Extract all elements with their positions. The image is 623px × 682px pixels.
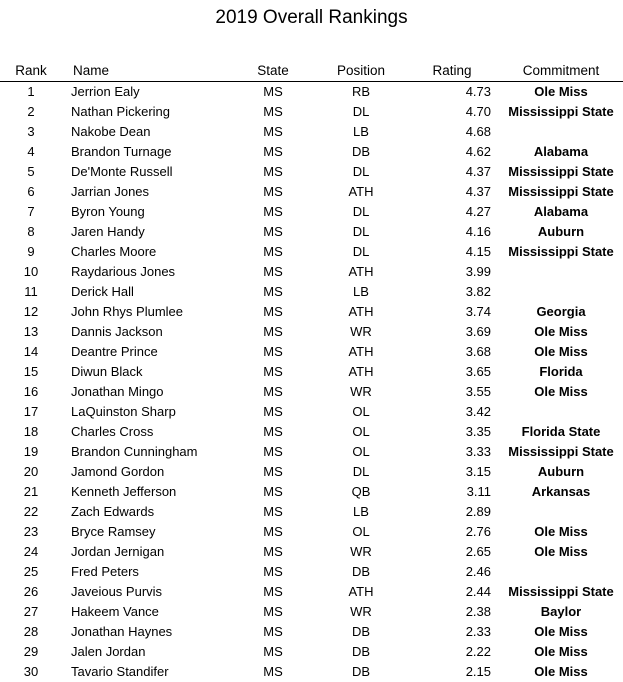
name-cell: Zach Edwards — [71, 504, 155, 519]
position-cell: LB — [353, 284, 369, 299]
commitment-cell: Mississippi State — [508, 104, 614, 119]
rating-cell: 3.69 — [465, 324, 491, 339]
state-cell: MS — [263, 104, 283, 119]
header-state: State — [257, 63, 289, 78]
table-row — [0, 302, 623, 322]
table-row — [0, 182, 623, 202]
position-cell: DL — [352, 464, 370, 479]
table-row — [0, 282, 623, 302]
rating-cell: 4.68 — [465, 124, 491, 139]
rank-cell: 10 — [23, 264, 39, 279]
table-row — [0, 102, 623, 122]
commitment-cell: Ole Miss — [534, 624, 588, 639]
state-cell: MS — [263, 464, 283, 479]
header-position: Position — [336, 63, 386, 78]
rating-cell: 2.89 — [465, 504, 491, 519]
rank-cell: 7 — [27, 204, 35, 219]
state-cell: MS — [263, 204, 283, 219]
table-row — [0, 642, 623, 662]
table-row — [0, 402, 623, 422]
state-cell: MS — [263, 584, 283, 599]
position-cell: LB — [353, 504, 369, 519]
commitment-cell: Ole Miss — [534, 324, 588, 339]
position-cell: RB — [351, 84, 371, 99]
position-cell: ATH — [348, 264, 374, 279]
rank-cell: 18 — [23, 424, 39, 439]
position-cell: DL — [352, 224, 370, 239]
name-cell: Nakobe Dean — [71, 124, 151, 139]
commitment-cell: Ole Miss — [534, 384, 588, 399]
commitment-cell: Georgia — [536, 304, 586, 319]
rating-cell: 4.27 — [465, 204, 491, 219]
header-name: Name — [73, 63, 110, 78]
name-cell: Jaren Handy — [71, 224, 145, 239]
position-cell: LB — [353, 124, 369, 139]
table-row — [0, 342, 623, 362]
rank-cell: 24 — [23, 544, 39, 559]
position-cell: ATH — [348, 184, 374, 199]
name-cell: Jonathan Haynes — [71, 624, 173, 639]
table-row — [0, 242, 623, 262]
rating-cell: 2.76 — [465, 524, 491, 539]
state-cell: MS — [263, 284, 283, 299]
commitment-cell: Mississippi State — [508, 584, 614, 599]
table-row — [0, 442, 623, 462]
table-row — [0, 562, 623, 582]
rating-cell: 2.15 — [465, 664, 491, 679]
position-cell: QB — [351, 484, 371, 499]
position-cell: OL — [352, 424, 370, 439]
commitment-cell: Alabama — [533, 204, 589, 219]
rating-cell: 2.38 — [465, 604, 491, 619]
commitment-cell: Alabama — [533, 144, 589, 159]
position-cell: DB — [351, 624, 371, 639]
table-row — [0, 522, 623, 542]
rank-cell: 6 — [27, 184, 35, 199]
rank-cell: 19 — [23, 444, 39, 459]
state-cell: MS — [263, 544, 283, 559]
position-cell: DL — [352, 244, 370, 259]
table-row — [0, 142, 623, 162]
name-cell: Nathan Pickering — [71, 104, 170, 119]
rank-cell: 15 — [23, 364, 39, 379]
commitment-cell: Ole Miss — [534, 664, 588, 679]
rank-cell: 5 — [27, 164, 35, 179]
commitment-cell: Auburn — [537, 464, 585, 479]
name-cell: De'Monte Russell — [71, 164, 173, 179]
name-cell: Jamond Gordon — [71, 464, 165, 479]
rating-cell: 3.33 — [465, 444, 491, 459]
rank-cell: 13 — [23, 324, 39, 339]
rank-cell: 2 — [27, 104, 35, 119]
commitment-cell: Auburn — [537, 224, 585, 239]
rating-cell: 2.22 — [465, 644, 491, 659]
name-cell: Jarrian Jones — [71, 184, 150, 199]
name-cell: Charles Moore — [71, 244, 157, 259]
rank-cell: 22 — [23, 504, 39, 519]
rating-cell: 3.15 — [465, 464, 491, 479]
state-cell: MS — [263, 324, 283, 339]
state-cell: MS — [263, 424, 283, 439]
name-cell: Diwun Black — [71, 364, 143, 379]
table-row — [0, 542, 623, 562]
state-cell: MS — [263, 304, 283, 319]
position-cell: ATH — [348, 584, 374, 599]
rating-cell: 2.44 — [465, 584, 491, 599]
state-cell: MS — [263, 184, 283, 199]
table-row — [0, 582, 623, 602]
position-cell: ATH — [348, 344, 374, 359]
rank-cell: 17 — [23, 404, 39, 419]
rank-cell: 29 — [23, 644, 39, 659]
rank-cell: 27 — [23, 604, 39, 619]
header-rating: Rating — [432, 63, 472, 78]
position-cell: DB — [351, 564, 371, 579]
position-cell: WR — [350, 604, 372, 619]
name-cell: Hakeem Vance — [71, 604, 159, 619]
rank-cell: 1 — [27, 84, 35, 99]
position-cell: WR — [350, 544, 372, 559]
commitment-cell: Ole Miss — [534, 344, 588, 359]
name-cell: Jerrion Ealy — [71, 84, 140, 99]
position-cell: ATH — [348, 304, 374, 319]
name-cell: Kenneth Jefferson — [71, 484, 177, 499]
rating-cell: 4.62 — [465, 144, 491, 159]
table-row — [0, 602, 623, 622]
position-cell: DB — [351, 144, 371, 159]
rating-cell: 2.65 — [465, 544, 491, 559]
commitment-cell: Ole Miss — [534, 84, 588, 99]
table-row — [0, 202, 623, 222]
name-cell: Fred Peters — [71, 564, 139, 579]
position-cell: OL — [352, 524, 370, 539]
commitment-cell: Mississippi State — [508, 444, 614, 459]
name-cell: Brandon Cunningham — [71, 444, 198, 459]
name-cell: Javeious Purvis — [71, 584, 163, 599]
name-cell: Tavario Standifer — [71, 664, 169, 679]
position-cell: DL — [352, 104, 370, 119]
rating-cell: 2.46 — [465, 564, 491, 579]
table-header — [0, 62, 623, 82]
rank-cell: 30 — [23, 664, 39, 679]
name-cell: Jalen Jordan — [71, 644, 146, 659]
state-cell: MS — [263, 564, 283, 579]
state-cell: MS — [263, 224, 283, 239]
position-cell: ATH — [348, 364, 374, 379]
state-cell: MS — [263, 124, 283, 139]
name-cell: Jonathan Mingo — [71, 384, 164, 399]
position-cell: OL — [352, 404, 370, 419]
table-row — [0, 622, 623, 642]
name-cell: LaQuinston Sharp — [71, 404, 176, 419]
commitment-cell: Florida — [539, 364, 583, 379]
header-rank: Rank — [15, 63, 47, 78]
commitment-cell: Mississippi State — [508, 164, 614, 179]
state-cell: MS — [263, 364, 283, 379]
rankings-table-body — [0, 82, 623, 682]
rank-cell: 25 — [23, 564, 39, 579]
position-cell: OL — [352, 444, 370, 459]
table-row — [0, 422, 623, 442]
table-row — [0, 662, 623, 682]
state-cell: MS — [263, 524, 283, 539]
state-cell: MS — [263, 84, 283, 99]
header-commitment: Commitment — [522, 63, 600, 78]
position-cell: DB — [351, 664, 371, 679]
commitment-cell: Mississippi State — [508, 184, 614, 199]
rank-cell: 21 — [23, 484, 39, 499]
commitment-cell: Arkansas — [531, 484, 591, 499]
position-cell: DL — [352, 164, 370, 179]
commitment-cell: Baylor — [540, 604, 582, 619]
rank-cell: 26 — [23, 584, 39, 599]
state-cell: MS — [263, 624, 283, 639]
rank-cell: 12 — [23, 304, 39, 319]
rating-cell: 3.82 — [465, 284, 491, 299]
table-row — [0, 482, 623, 502]
rating-cell: 3.11 — [466, 484, 491, 499]
rating-cell: 4.37 — [465, 184, 491, 199]
commitment-cell: Ole Miss — [534, 524, 588, 539]
name-cell: Dannis Jackson — [71, 324, 163, 339]
rating-cell: 3.65 — [465, 364, 491, 379]
rating-cell: 4.73 — [465, 84, 491, 99]
name-cell: Deantre Prince — [71, 344, 158, 359]
name-cell: Charles Cross — [71, 424, 154, 439]
state-cell: MS — [263, 384, 283, 399]
rank-cell: 11 — [24, 284, 38, 299]
rating-cell: 3.42 — [465, 404, 491, 419]
rank-cell: 3 — [27, 124, 35, 139]
position-cell: WR — [350, 324, 372, 339]
position-cell: WR — [350, 384, 372, 399]
state-cell: MS — [263, 404, 283, 419]
commitment-cell: Ole Miss — [534, 544, 588, 559]
state-cell: MS — [263, 344, 283, 359]
rank-cell: 14 — [23, 344, 39, 359]
rating-cell: 4.15 — [465, 244, 491, 259]
state-cell: MS — [263, 604, 283, 619]
commitment-cell: Florida State — [521, 424, 601, 439]
table-row — [0, 462, 623, 482]
table-row — [0, 262, 623, 282]
state-cell: MS — [263, 504, 283, 519]
table-row — [0, 122, 623, 142]
state-cell: MS — [263, 144, 283, 159]
rating-cell: 4.70 — [465, 104, 491, 119]
commitment-cell: Ole Miss — [534, 644, 588, 659]
table-row — [0, 382, 623, 402]
state-cell: MS — [263, 264, 283, 279]
table-row — [0, 362, 623, 382]
name-cell: Byron Young — [71, 204, 145, 219]
page-title: 2019 Overall Rankings — [215, 7, 408, 28]
state-cell: MS — [263, 664, 283, 679]
state-cell: MS — [263, 164, 283, 179]
rank-cell: 9 — [27, 244, 35, 259]
name-cell: Derick Hall — [71, 284, 134, 299]
state-cell: MS — [263, 444, 283, 459]
name-cell: Raydarious Jones — [71, 264, 176, 279]
table-row — [0, 162, 623, 182]
name-cell: John Rhys Plumlee — [71, 304, 183, 319]
rank-cell: 8 — [27, 224, 35, 239]
state-cell: MS — [263, 244, 283, 259]
position-cell: DB — [351, 644, 371, 659]
table-row — [0, 82, 623, 102]
rank-cell: 23 — [23, 524, 39, 539]
commitment-cell: Mississippi State — [508, 244, 614, 259]
rank-cell: 20 — [23, 464, 39, 479]
rank-cell: 16 — [23, 384, 39, 399]
table-row — [0, 502, 623, 522]
state-cell: MS — [263, 644, 283, 659]
rating-cell: 3.35 — [465, 424, 491, 439]
table-row — [0, 322, 623, 342]
position-cell: DL — [352, 204, 370, 219]
rank-cell: 4 — [27, 144, 35, 159]
rating-cell: 3.74 — [465, 304, 491, 319]
name-cell: Jordan Jernigan — [71, 544, 165, 559]
rating-cell: 3.68 — [465, 344, 491, 359]
name-cell: Bryce Ramsey — [71, 524, 156, 539]
table-row — [0, 222, 623, 242]
rating-cell: 4.16 — [465, 224, 491, 239]
rating-cell: 3.55 — [465, 384, 491, 399]
rating-cell: 3.99 — [465, 264, 491, 279]
state-cell: MS — [263, 484, 283, 499]
name-cell: Brandon Turnage — [71, 144, 172, 159]
rating-cell: 2.33 — [465, 624, 491, 639]
rank-cell: 28 — [23, 624, 39, 639]
rating-cell: 4.37 — [465, 164, 491, 179]
